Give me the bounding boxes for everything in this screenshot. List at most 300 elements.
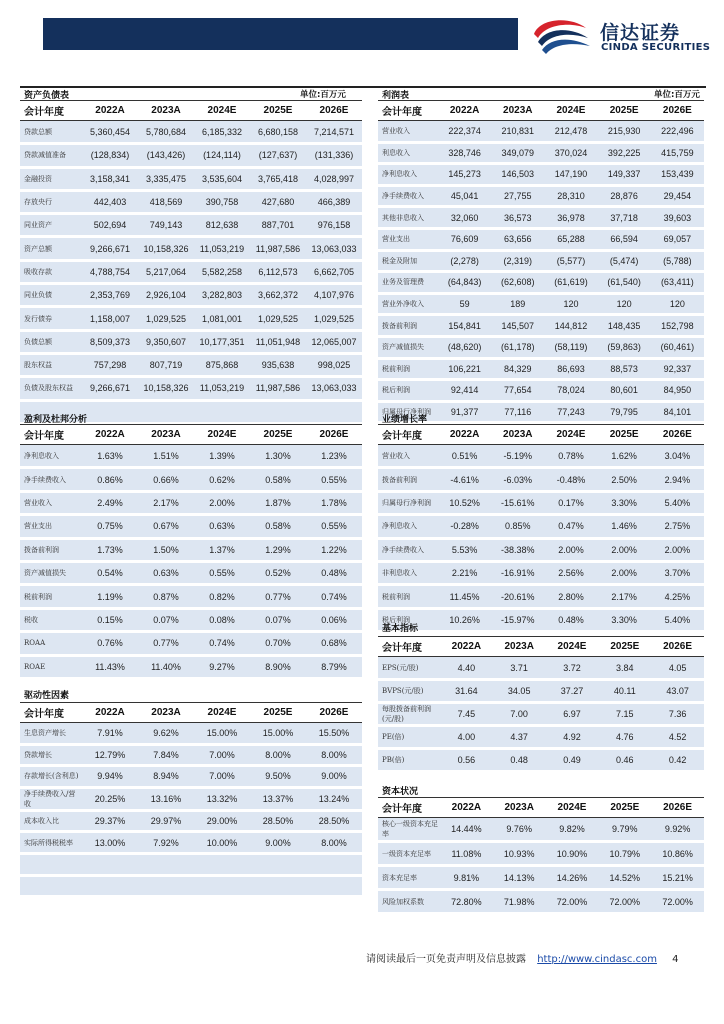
row-label: 税后利润 [378, 380, 438, 402]
cell-value: 37.27 [546, 680, 599, 703]
col-header-year: 2024E [194, 703, 250, 723]
table-row [20, 632, 362, 655]
cell-value: 11,051,948 [250, 330, 306, 353]
col-header-year: 2024E [194, 101, 250, 121]
row-label: 发行债券 [20, 307, 82, 330]
cell-value: 6,662,705 [306, 260, 362, 283]
cell-value: 0.56 [440, 749, 493, 772]
cell-value: 9.50% [250, 766, 306, 788]
cell-value: 11,987,586 [250, 237, 306, 260]
row-label: 贷款增长 [20, 744, 82, 766]
cell-value: 4,028,997 [306, 167, 362, 190]
col-header-year: 2026E [651, 425, 704, 445]
cell-value: 0.07% [138, 608, 194, 631]
table-row [20, 875, 362, 897]
table-row [378, 818, 704, 842]
cell-value: 92,414 [438, 380, 491, 402]
cell-value: 887,701 [250, 214, 306, 237]
cell-value: 39,603 [651, 207, 704, 229]
cell-value: 10,158,326 [138, 377, 194, 400]
cell-value: (131,336) [306, 144, 362, 167]
cell-value: 43.07 [651, 680, 704, 703]
col-header-year: 2026E [306, 425, 362, 445]
cell-value: 222,496 [651, 121, 704, 143]
cell-value: 4.40 [440, 657, 493, 680]
cell-value: 0.67% [138, 515, 194, 538]
col-header-year: 2026E [651, 637, 704, 657]
cell-value: 31.64 [440, 680, 493, 703]
table-row [20, 853, 362, 875]
table-row [378, 293, 704, 315]
col-header-year: 2025E [598, 425, 651, 445]
cell-value: 442,403 [82, 190, 138, 213]
cell-value: 7.00% [194, 744, 250, 766]
cell-value: 215,930 [598, 121, 651, 143]
cell-value [306, 875, 362, 897]
cell-value: 15.21% [651, 866, 704, 890]
cell-value: 10.79% [598, 842, 651, 866]
row-label: 非利息收入 [378, 561, 438, 584]
row-label: 拨备前利润 [378, 315, 438, 337]
cell-value: 80,601 [598, 380, 651, 402]
cell-value: 72.00% [598, 890, 651, 914]
row-label: 贷款总额 [20, 121, 82, 144]
col-header-label: 会计年度 [20, 703, 82, 723]
cell-value: 147,190 [544, 164, 597, 186]
cell-value: 2,926,104 [138, 284, 194, 307]
table-row [378, 358, 704, 380]
cell-value: 0.87% [138, 585, 194, 608]
cell-value: 10.86% [651, 842, 704, 866]
cell-value: 5,217,064 [138, 260, 194, 283]
cell-value: 120 [651, 293, 704, 315]
cell-value: 2.00% [194, 491, 250, 514]
income-title: 利润表 [382, 91, 410, 101]
cell-value: 7.84% [138, 744, 194, 766]
cell-value: 9.00% [250, 832, 306, 854]
cell-value: 14.13% [493, 866, 546, 890]
cell-value: 77,116 [491, 401, 544, 423]
cell-value: 8.00% [306, 744, 362, 766]
row-label: 负债总额 [20, 330, 82, 353]
table-row [378, 315, 704, 337]
cell-value: 0.76% [82, 632, 138, 655]
page-number: 4 [672, 954, 679, 965]
col-header-year: 2025E [598, 637, 651, 657]
cell-value: 0.54% [82, 561, 138, 584]
col-header-year: 2023A [138, 703, 194, 723]
cell-value: 757,298 [82, 353, 138, 376]
table-row [20, 608, 362, 631]
cell-value: 9.81% [440, 866, 493, 890]
row-label: 风险加权系数 [378, 890, 440, 914]
table-row [378, 142, 704, 164]
basic-indicators-table [378, 636, 704, 773]
cell-value: 807,719 [138, 353, 194, 376]
row-label: PE(倍) [378, 726, 440, 749]
cell-value: (5,577) [544, 250, 597, 272]
cell-value: 7.00% [194, 766, 250, 788]
row-label: 金融投资 [20, 167, 82, 190]
cell-value: 28,876 [598, 185, 651, 207]
cell-value: 1,029,525 [306, 307, 362, 330]
table-row [378, 250, 704, 272]
row-label: 资本充足率 [378, 866, 440, 890]
cell-value: 92,337 [651, 358, 704, 380]
brand-name-en: CINDA SECURITIES [601, 42, 711, 53]
drivers-table [20, 702, 362, 898]
header-row [378, 637, 704, 657]
cell-value: 0.55% [194, 561, 250, 584]
cell-value: 3,335,475 [138, 167, 194, 190]
cell-value: 6,185,332 [194, 121, 250, 144]
table-row [378, 121, 704, 143]
row-label: ROAA [20, 632, 82, 655]
cell-value [194, 875, 250, 897]
cell-value: 5,360,454 [82, 121, 138, 144]
cell-value: 4.92 [546, 726, 599, 749]
capital-title: 资本状况 [382, 787, 419, 797]
cell-value: 3,662,372 [250, 284, 306, 307]
cell-value: 0.66% [138, 468, 194, 491]
cell-value: 8.79% [306, 655, 362, 678]
col-header-year: 2022A [438, 101, 491, 121]
growth-title: 业绩增长率 [382, 415, 428, 425]
cell-value: 0.06% [306, 608, 362, 631]
row-label: 税金及附加 [378, 250, 438, 272]
cell-value: 9.79% [598, 818, 651, 842]
cell-value: 11.43% [82, 655, 138, 678]
row-label: 其他非息收入 [378, 207, 438, 229]
cell-value: 2,353,769 [82, 284, 138, 307]
row-label: 税后利润 [378, 608, 438, 631]
cell-value: 935,638 [250, 353, 306, 376]
table-row [378, 703, 704, 726]
cell-value: 15.00% [194, 723, 250, 745]
table-row [378, 185, 704, 207]
cell-value: (61,619) [544, 272, 597, 294]
cell-value: 1.78% [306, 491, 362, 514]
table-row [378, 445, 704, 468]
row-label: 税收 [20, 608, 82, 631]
table-row [378, 890, 704, 914]
cell-value: 59 [438, 293, 491, 315]
cell-value: 0.48% [306, 561, 362, 584]
cell-value: 3.84 [598, 657, 651, 680]
cell-value: 7.92% [138, 832, 194, 854]
cell-value: 0.82% [194, 585, 250, 608]
cell-value: 0.85% [491, 515, 544, 538]
row-label: 营业支出 [378, 228, 438, 250]
col-header-label: 会计年度 [378, 798, 440, 818]
cell-value: (59,863) [598, 336, 651, 358]
cell-value: 812,638 [194, 214, 250, 237]
cell-value: 2.21% [438, 561, 491, 584]
cell-value: 3,282,803 [194, 284, 250, 307]
table-row [20, 167, 362, 190]
cell-value: 0.42 [651, 749, 704, 772]
cell-value: (63,411) [651, 272, 704, 294]
cell-value [138, 875, 194, 897]
cell-value: 13,063,033 [306, 377, 362, 400]
cell-value: 72.80% [440, 890, 493, 914]
cell-value: (64,843) [438, 272, 491, 294]
cell-value: 0.70% [250, 632, 306, 655]
row-label [20, 853, 82, 875]
col-header-year: 2022A [440, 637, 493, 657]
cell-value: 77,654 [491, 380, 544, 402]
row-label: 同业资产 [20, 214, 82, 237]
table-row [20, 144, 362, 167]
cell-value: 9.76% [493, 818, 546, 842]
cell-value: 0.58% [250, 515, 306, 538]
cell-value: 149,337 [598, 164, 651, 186]
cell-value: 4.25% [651, 585, 704, 608]
cell-value: 3.70% [651, 561, 704, 584]
cell-value: 7,214,571 [306, 121, 362, 144]
cell-value: 4.05 [651, 657, 704, 680]
cell-value: 145,507 [491, 315, 544, 337]
table-row [20, 377, 362, 400]
cell-value: (61,540) [598, 272, 651, 294]
row-label: 净手续费收入 [378, 538, 438, 561]
cell-value: -15.97% [491, 608, 544, 631]
cell-value [82, 875, 138, 897]
cell-value: 0.77% [250, 585, 306, 608]
cell-value: 212,478 [544, 121, 597, 143]
cell-value: 0.55% [306, 468, 362, 491]
cell-value: 4,107,976 [306, 284, 362, 307]
cell-value: 20.25% [82, 787, 138, 810]
cell-value: 77,243 [544, 401, 597, 423]
cell-value: 189 [491, 293, 544, 315]
cell-value: 998,025 [306, 353, 362, 376]
table-row [20, 445, 362, 468]
cell-value: 12,065,007 [306, 330, 362, 353]
table-row [20, 121, 362, 144]
cell-value: 106,221 [438, 358, 491, 380]
cell-value: 3.04% [651, 445, 704, 468]
cell-value: 9.27% [194, 655, 250, 678]
cell-value: 148,435 [598, 315, 651, 337]
cell-value: 84,329 [491, 358, 544, 380]
cell-value: 370,024 [544, 142, 597, 164]
cell-value: 2.80% [544, 585, 597, 608]
cell-value: 8,509,373 [82, 330, 138, 353]
cell-value: 144,812 [544, 315, 597, 337]
cell-value: 3,765,418 [250, 167, 306, 190]
cell-value: 13.24% [306, 787, 362, 810]
table-row [20, 538, 362, 561]
table-row [378, 272, 704, 294]
cell-value: 10.52% [438, 491, 491, 514]
balance-title: 资产负债表 [24, 91, 70, 101]
cell-value: 0.52% [250, 561, 306, 584]
cell-value: 0.17% [544, 491, 597, 514]
cell-value: 154,841 [438, 315, 491, 337]
cell-value: 4,788,754 [82, 260, 138, 283]
table-row [378, 680, 704, 703]
table-row [378, 515, 704, 538]
cell-value: 222,374 [438, 121, 491, 143]
cell-value: 6.97 [546, 703, 599, 726]
cell-value: 6,680,158 [250, 121, 306, 144]
table-row [20, 330, 362, 353]
cell-value: (2,319) [491, 250, 544, 272]
cell-value: 72.00% [651, 890, 704, 914]
profit-title: 盈利及杜邦分析 [24, 415, 88, 425]
growth-table [378, 424, 704, 633]
cell-value: -6.03% [491, 468, 544, 491]
col-header-year: 2025E [250, 101, 306, 121]
website-link[interactable]: http://www.cindasc.com [537, 954, 657, 965]
cell-value: 28.50% [250, 810, 306, 832]
cell-value: 4.52 [651, 726, 704, 749]
cell-value: 749,143 [138, 214, 194, 237]
cell-value: 145,273 [438, 164, 491, 186]
col-header-year: 2022A [82, 101, 138, 121]
col-header-label: 会计年度 [20, 101, 82, 121]
cell-value: -4.61% [438, 468, 491, 491]
cell-value: (60,461) [651, 336, 704, 358]
row-label [20, 875, 82, 897]
row-label: 归属母行净利润 [378, 401, 438, 423]
cell-value: 427,680 [250, 190, 306, 213]
cell-value: 1.22% [306, 538, 362, 561]
cell-value: 1,158,007 [82, 307, 138, 330]
cell-value: 210,831 [491, 121, 544, 143]
row-label: 净利息收入 [20, 445, 82, 468]
cell-value: 1.29% [250, 538, 306, 561]
col-header-label: 会计年度 [20, 425, 82, 445]
cell-value: (127,637) [250, 144, 306, 167]
cell-value: 14.26% [546, 866, 599, 890]
row-label: 税前利润 [20, 585, 82, 608]
cell-value: 120 [598, 293, 651, 315]
col-header-year: 2025E [598, 101, 651, 121]
table-row [20, 491, 362, 514]
cell-value: 7.00 [493, 703, 546, 726]
cell-value: 1.51% [138, 445, 194, 468]
col-header-year: 2023A [491, 425, 544, 445]
cell-value: 12.79% [82, 744, 138, 766]
col-header-year: 2022A [82, 425, 138, 445]
cell-value: 9.62% [138, 723, 194, 745]
table-row [20, 655, 362, 678]
cell-value: 392,225 [598, 142, 651, 164]
cell-value: 37,718 [598, 207, 651, 229]
cell-value: 153,439 [651, 164, 704, 186]
table-row [20, 237, 362, 260]
cell-value: 8.00% [250, 744, 306, 766]
col-header-year: 2023A [493, 637, 546, 657]
brand-name-cn: 信达证券 [600, 22, 681, 44]
table-row [20, 744, 362, 766]
row-label: 资产总额 [20, 237, 82, 260]
col-header-year: 2024E [544, 101, 597, 121]
row-label: 拨备前利润 [20, 538, 82, 561]
row-label: 实际所得税税率 [20, 832, 82, 854]
cell-value: 40.11 [598, 680, 651, 703]
cell-value: 65,288 [544, 228, 597, 250]
row-label: 营业收入 [378, 445, 438, 468]
col-header-year: 2023A [491, 101, 544, 121]
row-label: 营业外净收入 [378, 293, 438, 315]
cell-value: 2.17% [138, 491, 194, 514]
cell-value: 14.44% [440, 818, 493, 842]
cell-value: 34.05 [493, 680, 546, 703]
cell-value: 6,112,573 [250, 260, 306, 283]
cell-value: 10.00% [194, 832, 250, 854]
cell-value: 10.26% [438, 608, 491, 631]
cell-value: 11.45% [438, 585, 491, 608]
cell-value: 32,060 [438, 207, 491, 229]
row-label: 归属母行净利润 [378, 491, 438, 514]
col-header-year: 2024E [544, 425, 597, 445]
cell-value: 466,389 [306, 190, 362, 213]
row-label: 净利息收入 [378, 164, 438, 186]
col-header-year: 2026E [306, 101, 362, 121]
cell-value: 72.00% [546, 890, 599, 914]
cell-value: 2.50% [598, 468, 651, 491]
col-header-year: 2026E [306, 703, 362, 723]
cell-value: 9,266,671 [82, 237, 138, 260]
cell-value: 1.73% [82, 538, 138, 561]
cell-value: -38.38% [491, 538, 544, 561]
cell-value: 69,057 [651, 228, 704, 250]
profitability-table [20, 424, 362, 680]
row-label: 贷款减值准备 [20, 144, 82, 167]
table-row [378, 726, 704, 749]
row-label: 拨备前利润 [378, 468, 438, 491]
table-row [378, 749, 704, 772]
cell-value: -20.61% [491, 585, 544, 608]
col-header-year: 2023A [138, 101, 194, 121]
col-header-year: 2025E [250, 703, 306, 723]
cell-value [306, 853, 362, 875]
cell-value: 418,569 [138, 190, 194, 213]
table-row [20, 307, 362, 330]
cell-value: 1.46% [598, 515, 651, 538]
cell-value: 0.48 [493, 749, 546, 772]
table-row [378, 842, 704, 866]
cell-value: (62,608) [491, 272, 544, 294]
col-header-year: 2025E [598, 798, 651, 818]
cell-value: 390,758 [194, 190, 250, 213]
cell-value: -0.48% [544, 468, 597, 491]
top-divider [20, 86, 706, 88]
cell-value: 1.62% [598, 445, 651, 468]
row-label: 业务及管理费 [378, 272, 438, 294]
cell-value: 1.37% [194, 538, 250, 561]
cell-value: 13.16% [138, 787, 194, 810]
cell-value: 45,041 [438, 185, 491, 207]
cell-value: 63,656 [491, 228, 544, 250]
row-label: 营业支出 [20, 515, 82, 538]
cell-value: 13.32% [194, 787, 250, 810]
cell-value: 13.37% [250, 787, 306, 810]
row-label: 每股拨备前利润(元/股) [378, 703, 440, 726]
cell-value: (2,278) [438, 250, 491, 272]
cell-value: 5,582,258 [194, 260, 250, 283]
cell-value [194, 853, 250, 875]
header-row [378, 101, 704, 121]
cell-value: 7.36 [651, 703, 704, 726]
cell-value [250, 400, 306, 423]
cell-value: 502,694 [82, 214, 138, 237]
cell-value: 0.74% [306, 585, 362, 608]
cell-value: 11.40% [138, 655, 194, 678]
